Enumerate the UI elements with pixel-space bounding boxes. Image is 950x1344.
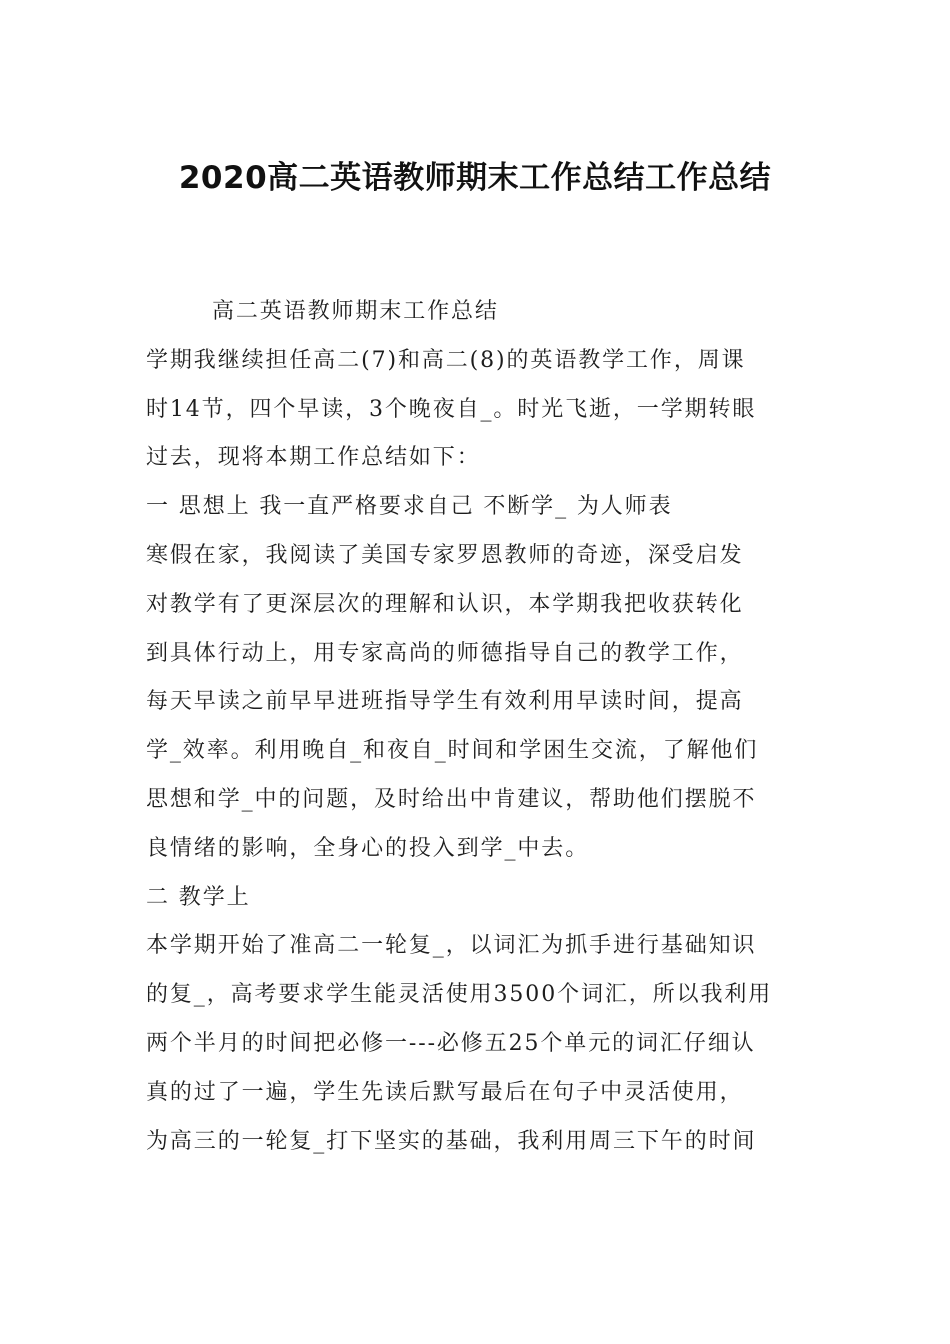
paragraph-line: 寒假在家，我阅读了美国专家罗恩教师的奇迹，深受启发 (146, 542, 744, 568)
paragraph-line: 对教学有了更深层次的理解和认识，本学期我把收获转化 (146, 591, 744, 617)
paragraph-line: 为高三的一轮复_打下坚实的基础，我利用周三下午的时间 (146, 1128, 757, 1154)
subtitle-line: 高二英语教师期末工作总结 (212, 299, 499, 324)
paragraph-line: 本学期开始了准高二一轮复_，以词汇为抓手进行基础知识 (146, 933, 757, 959)
paragraph-line: 时14节，四个早读，3个晚夜自_。时光飞逝，一学期转眼 (146, 396, 757, 422)
paragraph-line: 真的过了一遍，学生先读后默写最后在句子中灵活使用， (146, 1079, 744, 1105)
section-heading-2: 二 教学上 (146, 884, 251, 910)
paragraph-line: 学_效率。利用晚自_和夜自_时间和学困生交流，了解他们 (146, 738, 759, 764)
paragraph-line: 两个半月的时间把必修一---必修五25个单元的词汇仔细认 (146, 1030, 756, 1056)
paragraph-line: 学期我继续担任高二(7)和高二(8)的英语教学工作，周课 (146, 347, 746, 373)
document-title: 2020高二英语教师期末工作总结工作总结 (178, 160, 772, 196)
section-heading-1: 一 思想上 我一直严格要求自己 不断学_ 为人师表 (146, 494, 673, 520)
paragraph-line: 到具体行动上，用专家高尚的师德指导自己的教学工作， (146, 640, 744, 666)
paragraph-line: 的复_，高考要求学生能灵活使用3500个词汇，所以我利用 (146, 982, 773, 1008)
paragraph-line: 过去，现将本期工作总结如下： (146, 445, 481, 471)
paragraph-line: 良情绪的影响，全身心的投入到学_中去。 (146, 835, 590, 861)
document-body (146, 288, 810, 1166)
paragraph-line: 每天早读之前早早进班指导学生有效利用早读时间，提高 (146, 689, 744, 715)
paragraph-line: 思想和学_中的问题，及时给出中肯建议，帮助他们摆脱不 (146, 786, 757, 812)
